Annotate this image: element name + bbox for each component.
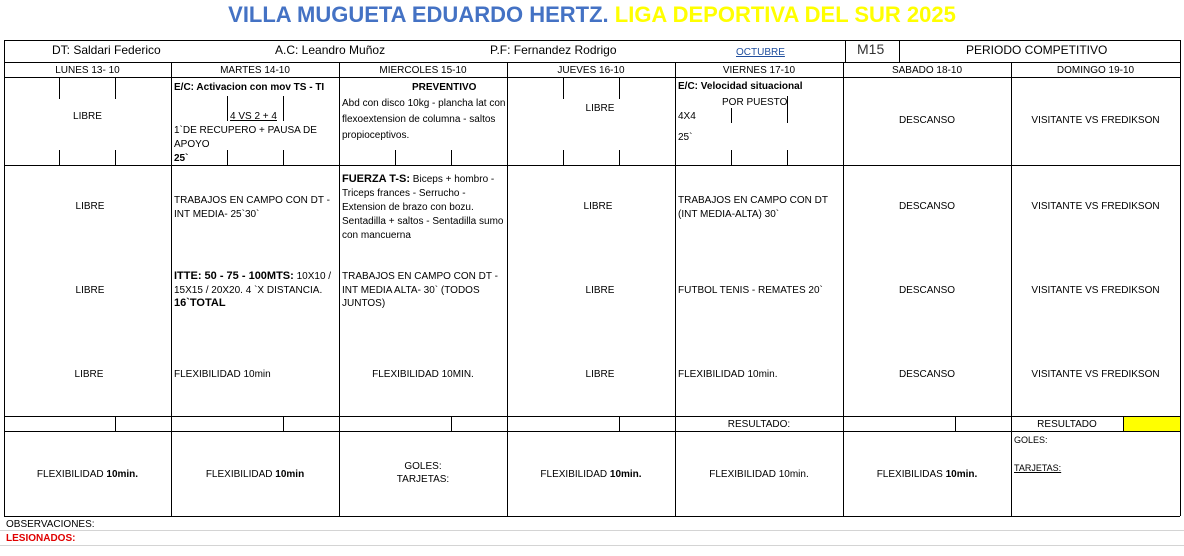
period-label: PERIODO COMPETITIVO: [966, 43, 1108, 57]
b3-martes-total: 16`TOTAL: [174, 297, 226, 309]
grid-line: [4, 165, 1180, 166]
b1-lunes: LIBRE: [73, 111, 102, 122]
day-header-jueves: JUEVES 16-10: [557, 65, 625, 76]
grid-line: [731, 108, 732, 123]
b3-lunes: LIBRE: [75, 285, 105, 296]
b2-sabado: DESCANSO: [898, 201, 956, 212]
day-header-lunes: LUNES 13- 10: [55, 65, 120, 76]
b1-martes-rest: 1`DE RECUPERO + PAUSA DE APOYO: [174, 125, 317, 150]
grid-line: [4, 62, 1180, 63]
grid-line: [283, 150, 284, 165]
grid-line: [4, 431, 1180, 432]
b5-domingo-goles: GOLES:: [1014, 435, 1048, 445]
grid-line: [59, 77, 60, 99]
grid-line: [115, 416, 116, 431]
grid-line: [619, 77, 620, 99]
b2-martes: TRABAJOS EN CAMPO CON DT - INT MEDIA- 25`30`: [174, 195, 330, 220]
b1-viernes-title: E/C: Velocidad situacional: [678, 81, 803, 92]
grid-line: [899, 40, 900, 62]
grid-line: [115, 77, 116, 99]
b2-miercoles-title: FUERZA T-S:: [342, 173, 411, 185]
category-label: M15: [857, 41, 885, 57]
result-label-domingo: RESULTADO: [1037, 419, 1097, 430]
grid-line: [563, 77, 564, 99]
day-header-viernes: VIERNES 17-10: [722, 65, 796, 76]
b2-lunes: LIBRE: [75, 201, 105, 212]
b3-martes-body: 10X10 / 15X15 / 20X20. 4 `X DISTANCIA.: [174, 271, 332, 296]
b4-viernes: FLEXIBILIDAD 10min.: [678, 369, 778, 380]
b1-viernes-fmt: 4X4: [678, 111, 696, 122]
grid-line: [4, 516, 1180, 517]
grid-line: [619, 150, 620, 165]
grid-line: [955, 416, 956, 431]
grid-line: [283, 96, 284, 121]
b4-martes: FLEXIBILIDAD 10min: [174, 369, 271, 380]
b5-miercoles-tarjetas: TARJETAS:: [396, 474, 450, 485]
title-league: LIGA DEPORTIVA DEL SUR 2025: [608, 2, 956, 27]
b2-jueves: LIBRE: [583, 201, 613, 212]
grid-line: [4, 416, 1180, 417]
b3-martes: [174, 270, 338, 311]
b5-martes-prefix: FLEXIBILIDAD: [205, 469, 276, 480]
coach-ac: A.C: Leandro Muñoz: [275, 43, 386, 57]
grid-line: [1180, 40, 1181, 516]
b1-miercoles-body: Abd con disco 10kg - plancha lat con flexoextension de columna - saltos propioceptivos.: [342, 98, 506, 141]
grid-line: [4, 77, 1180, 78]
b5-viernes: FLEXIBILIDAD 10min.: [709, 469, 809, 480]
day-header-miercoles: MIERCOLES 15-10: [379, 65, 467, 76]
result-label-viernes: RESULTADO:: [727, 419, 791, 430]
observaciones-label: OBSERVACIONES:: [6, 519, 95, 530]
b5-lunes-prefix: FLEXIBILIDAD: [36, 469, 107, 480]
coach-pf: P.F: Fernandez Rodrigo: [490, 43, 617, 57]
b5-jueves: [507, 468, 675, 481]
b5-lunes: [4, 468, 171, 481]
b3-domingo: VISITANTE VS FREDIKSON: [1031, 285, 1160, 296]
grid-line: [845, 40, 846, 62]
grid-line: [563, 150, 564, 165]
b4-sabado: DESCANSO: [898, 369, 956, 380]
b2-miercoles-body: Biceps + hombro - Triceps frances - Serrucho - Extension de brazo con bozu. Sentadilla + saltos - Sentadilla sumo con mancuerna: [342, 174, 504, 241]
b1-martes-time: 25`: [174, 153, 189, 164]
grid-line: [451, 416, 452, 431]
b1-jueves: LIBRE: [585, 103, 615, 114]
b4-miercoles: FLEXIBILIDAD 10MIN.: [372, 369, 474, 380]
b5-sabado-bold: 10min.: [945, 469, 978, 480]
b3-martes-title: ITTE: 50 - 75 - 100MTS:: [174, 270, 294, 282]
grid-line: [339, 62, 340, 516]
result-highlight-cell[interactable]: [1124, 417, 1180, 431]
grid-line: [787, 150, 788, 165]
b2-miercoles: [342, 172, 506, 243]
b5-miercoles-goles: GOLES:: [404, 461, 442, 472]
month-link[interactable]: OCTUBRE: [736, 47, 785, 58]
b1-domingo: VISITANTE VS FREDIKSON: [1031, 115, 1160, 126]
b5-martes-bold: 10min: [275, 469, 305, 480]
grid-line: [227, 96, 228, 121]
day-header-domingo: DOMINGO 19-10: [1056, 65, 1135, 76]
b1-martes-sub: 4 VS 2 + 4: [230, 111, 277, 122]
b5-jueves-prefix: FLEXIBILIDAD: [540, 469, 610, 480]
b4-jueves: LIBRE: [585, 369, 615, 380]
b1-martes-title: E/C: Activacion con mov TS - TI: [174, 82, 325, 93]
day-header-martes: MARTES 14-10: [220, 65, 290, 76]
b3-viernes: FUTBOL TENIS - REMATES 20`: [678, 285, 823, 296]
grid-line: [0, 530, 1184, 531]
grid-line: [4, 40, 1180, 41]
b3-jueves: LIBRE: [585, 285, 615, 296]
title-dot: .: [602, 2, 609, 27]
grid-line: [115, 150, 116, 165]
grid-line: [59, 150, 60, 165]
page-title: [0, 0, 1184, 40]
grid-line: [0, 545, 1184, 546]
b3-miercoles: TRABAJOS EN CAMPO CON DT - INT MEDIA ALTA- 30` (TODOS JUNTOS): [342, 271, 498, 309]
b5-sabado-prefix: FLEXIBILIDAS: [876, 469, 946, 480]
b5-lunes-bold: 10min.: [106, 469, 139, 480]
title-club: VILLA MUGUETA EDUARDO HERTZ: [228, 2, 603, 27]
b4-domingo: VISITANTE VS FREDIKSON: [1031, 369, 1160, 380]
grid-line: [395, 150, 396, 165]
b2-viernes: TRABAJOS EN CAMPO CON DT (INT MEDIA-ALTA) 30`: [678, 195, 828, 220]
b1-miercoles-title: PREVENTIVO: [412, 82, 477, 93]
grid-line: [731, 150, 732, 165]
b1-viernes-time: 25`: [678, 132, 693, 143]
lesionados-label: LESIONADOS:: [6, 533, 76, 544]
grid-line: [451, 150, 452, 165]
b3-sabado: DESCANSO: [898, 285, 956, 296]
b5-jueves-bold: 10min.: [609, 469, 642, 480]
b1-sabado: DESCANSO: [898, 115, 956, 126]
coach-dt: DT: Saldari Federico: [52, 43, 161, 57]
b5-domingo-tarjetas: TARJETAS:: [1014, 463, 1062, 473]
b2-domingo: VISITANTE VS FREDIKSON: [1031, 201, 1160, 212]
grid-line: [619, 416, 620, 431]
grid-line: [227, 150, 228, 165]
b5-sabado: [843, 468, 1011, 481]
b1-viernes-sub: POR PUESTO: [722, 97, 788, 108]
b5-martes: [171, 468, 339, 481]
grid-line: [283, 416, 284, 431]
day-header-sabado: SABADO 18-10: [891, 65, 963, 76]
b4-lunes: LIBRE: [74, 369, 104, 380]
